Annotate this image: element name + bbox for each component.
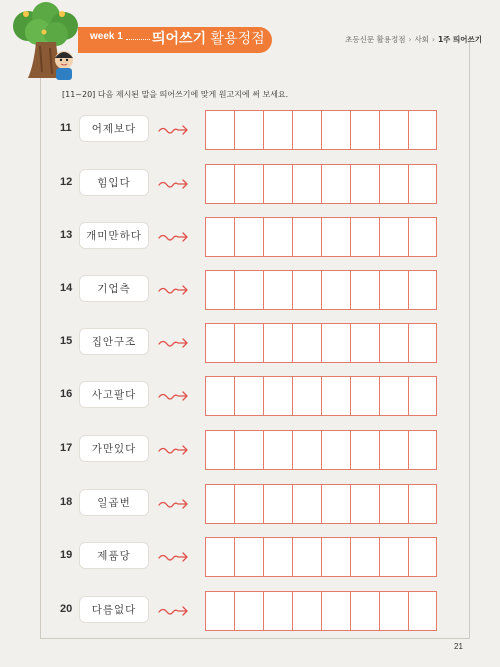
manuscript-cell[interactable] xyxy=(292,111,321,149)
manuscript-cell[interactable] xyxy=(205,218,234,256)
manuscript-cell[interactable] xyxy=(350,538,379,576)
manuscript-cell[interactable] xyxy=(379,165,408,203)
exercise-row xyxy=(0,217,500,257)
exercise-number: 11 xyxy=(60,122,72,134)
squiggle-arrow-icon xyxy=(158,604,190,618)
squiggle-arrow-icon xyxy=(158,550,190,564)
exercise-word: 기업측 xyxy=(80,276,148,301)
squiggle-arrow-icon xyxy=(158,443,190,457)
exercise-word: 가만있다 xyxy=(80,436,148,461)
manuscript-cell[interactable] xyxy=(408,218,437,256)
manuscript-cell[interactable] xyxy=(292,218,321,256)
manuscript-grid xyxy=(205,164,437,204)
manuscript-cell[interactable] xyxy=(292,271,321,309)
exercise-row xyxy=(0,164,500,204)
manuscript-cell[interactable] xyxy=(379,592,408,630)
manuscript-cell[interactable] xyxy=(263,165,292,203)
exercise-number: 15 xyxy=(60,335,73,347)
exercise-number: 17 xyxy=(60,442,73,454)
manuscript-cell[interactable] xyxy=(292,377,321,415)
manuscript-cell[interactable] xyxy=(263,324,292,362)
manuscript-cell[interactable] xyxy=(379,538,408,576)
squiggle-arrow-icon xyxy=(158,177,190,191)
exercise-row xyxy=(0,110,500,150)
page-title-bold: 띄어쓰기 xyxy=(152,31,207,47)
manuscript-cell[interactable] xyxy=(379,271,408,309)
manuscript-cell[interactable] xyxy=(205,592,234,630)
manuscript-cell[interactable] xyxy=(234,485,263,523)
exercise-word: 집안구조 xyxy=(80,329,148,354)
manuscript-cell[interactable] xyxy=(321,218,350,256)
manuscript-grid xyxy=(205,591,437,631)
exercise-number: 12 xyxy=(60,176,73,188)
exercise-row xyxy=(0,323,500,363)
exercise-row xyxy=(0,591,500,631)
manuscript-cell[interactable] xyxy=(234,538,263,576)
manuscript-cell[interactable] xyxy=(205,324,234,362)
squiggle-arrow-icon xyxy=(158,389,190,403)
week-divider xyxy=(126,39,150,40)
manuscript-cell[interactable] xyxy=(379,111,408,149)
manuscript-cell[interactable] xyxy=(379,431,408,469)
manuscript-cell[interactable] xyxy=(350,431,379,469)
page-number: 21 xyxy=(454,642,463,651)
manuscript-cell[interactable] xyxy=(408,111,437,149)
manuscript-cell[interactable] xyxy=(321,538,350,576)
manuscript-cell[interactable] xyxy=(408,324,437,362)
exercise-word: 힘입다 xyxy=(80,170,148,195)
manuscript-cell[interactable] xyxy=(234,431,263,469)
manuscript-cell[interactable] xyxy=(408,165,437,203)
manuscript-cell[interactable] xyxy=(350,271,379,309)
manuscript-cell[interactable] xyxy=(234,324,263,362)
manuscript-cell[interactable] xyxy=(408,485,437,523)
exercise-number: 18 xyxy=(60,496,73,508)
manuscript-cell[interactable] xyxy=(234,271,263,309)
exercise-row xyxy=(0,484,500,524)
exercise-number: 16 xyxy=(60,388,73,400)
exercise-number: 13 xyxy=(60,229,73,241)
breadcrumb-part2: 사회 xyxy=(414,35,429,44)
manuscript-cell[interactable] xyxy=(292,165,321,203)
manuscript-cell[interactable] xyxy=(292,538,321,576)
manuscript-cell[interactable] xyxy=(205,538,234,576)
manuscript-cell[interactable] xyxy=(205,431,234,469)
manuscript-cell[interactable] xyxy=(205,111,234,149)
manuscript-cell[interactable] xyxy=(263,485,292,523)
instruction-text: [11~20] 다음 제시된 말을 띄어쓰기에 맞게 원고지에 써 보세요. xyxy=(62,90,289,99)
manuscript-cell[interactable] xyxy=(263,592,292,630)
manuscript-cell[interactable] xyxy=(263,377,292,415)
exercise-row xyxy=(0,537,500,577)
manuscript-grid xyxy=(205,430,437,470)
week-label: week 1 xyxy=(90,31,123,42)
squiggle-arrow-icon xyxy=(158,336,190,350)
manuscript-grid xyxy=(205,323,437,363)
manuscript-grid xyxy=(205,270,437,310)
exercise-row xyxy=(0,430,500,470)
exercise-word: 제품당 xyxy=(80,543,148,568)
exercise-word: 다름없다 xyxy=(80,597,148,622)
manuscript-cell[interactable] xyxy=(408,538,437,576)
manuscript-cell[interactable] xyxy=(234,377,263,415)
manuscript-cell[interactable] xyxy=(292,324,321,362)
exercise-word: 일곱번 xyxy=(80,490,148,515)
manuscript-grid xyxy=(205,537,437,577)
exercise-word: 사고팔다 xyxy=(80,382,148,407)
manuscript-cell[interactable] xyxy=(321,324,350,362)
breadcrumb-part1: 초등신문 활용정점 xyxy=(345,35,406,44)
exercise-number: 20 xyxy=(60,603,73,615)
manuscript-cell[interactable] xyxy=(234,111,263,149)
exercise-row xyxy=(0,270,500,310)
manuscript-cell[interactable] xyxy=(205,485,234,523)
manuscript-cell[interactable] xyxy=(263,538,292,576)
manuscript-cell[interactable] xyxy=(379,485,408,523)
squiggle-arrow-icon xyxy=(158,497,190,511)
squiggle-arrow-icon xyxy=(158,283,190,297)
squiggle-arrow-icon xyxy=(158,230,190,244)
manuscript-cell[interactable] xyxy=(408,431,437,469)
manuscript-cell[interactable] xyxy=(350,165,379,203)
manuscript-cell[interactable] xyxy=(263,431,292,469)
manuscript-cell[interactable] xyxy=(292,485,321,523)
manuscript-cell[interactable] xyxy=(205,165,234,203)
manuscript-cell[interactable] xyxy=(350,377,379,415)
manuscript-cell[interactable] xyxy=(205,377,234,415)
breadcrumb-separator: › xyxy=(408,35,412,44)
breadcrumb-separator: › xyxy=(431,35,435,44)
manuscript-cell[interactable] xyxy=(408,271,437,309)
manuscript-cell[interactable] xyxy=(292,592,321,630)
manuscript-grid xyxy=(205,110,437,150)
breadcrumb-part3: 1주 띄어쓰기 xyxy=(437,35,482,44)
exercise-number: 14 xyxy=(60,282,73,294)
manuscript-cell[interactable] xyxy=(379,377,408,415)
exercise-row xyxy=(0,376,500,416)
manuscript-cell[interactable] xyxy=(205,271,234,309)
manuscript-cell[interactable] xyxy=(292,431,321,469)
manuscript-cell[interactable] xyxy=(321,165,350,203)
manuscript-cell[interactable] xyxy=(350,485,379,523)
manuscript-cell[interactable] xyxy=(379,218,408,256)
manuscript-cell[interactable] xyxy=(350,592,379,630)
manuscript-cell[interactable] xyxy=(234,218,263,256)
manuscript-cell[interactable] xyxy=(263,271,292,309)
manuscript-cell[interactable] xyxy=(263,218,292,256)
manuscript-cell[interactable] xyxy=(321,111,350,149)
manuscript-cell[interactable] xyxy=(321,485,350,523)
exercise-number: 19 xyxy=(60,549,73,561)
manuscript-cell[interactable] xyxy=(321,592,350,630)
manuscript-cell[interactable] xyxy=(321,377,350,415)
exercise-word: 어제보다 xyxy=(80,116,148,141)
manuscript-grid xyxy=(205,217,437,257)
manuscript-cell[interactable] xyxy=(321,271,350,309)
breadcrumb xyxy=(345,34,482,45)
manuscript-cell[interactable] xyxy=(350,218,379,256)
manuscript-cell[interactable] xyxy=(408,592,437,630)
squiggle-arrow-icon xyxy=(158,123,190,137)
manuscript-cell[interactable] xyxy=(321,431,350,469)
page-title xyxy=(152,28,265,48)
manuscript-cell[interactable] xyxy=(234,592,263,630)
exercise-word: 개미만하다 xyxy=(80,223,148,248)
manuscript-grid xyxy=(205,484,437,524)
manuscript-cell[interactable] xyxy=(350,111,379,149)
manuscript-cell[interactable] xyxy=(350,324,379,362)
manuscript-cell[interactable] xyxy=(379,324,408,362)
page-title-rest: 활용정점 xyxy=(206,31,265,47)
manuscript-cell[interactable] xyxy=(263,111,292,149)
manuscript-cell[interactable] xyxy=(408,377,437,415)
tree-mascot-icon xyxy=(6,2,88,84)
manuscript-cell[interactable] xyxy=(234,165,263,203)
manuscript-grid xyxy=(205,376,437,416)
